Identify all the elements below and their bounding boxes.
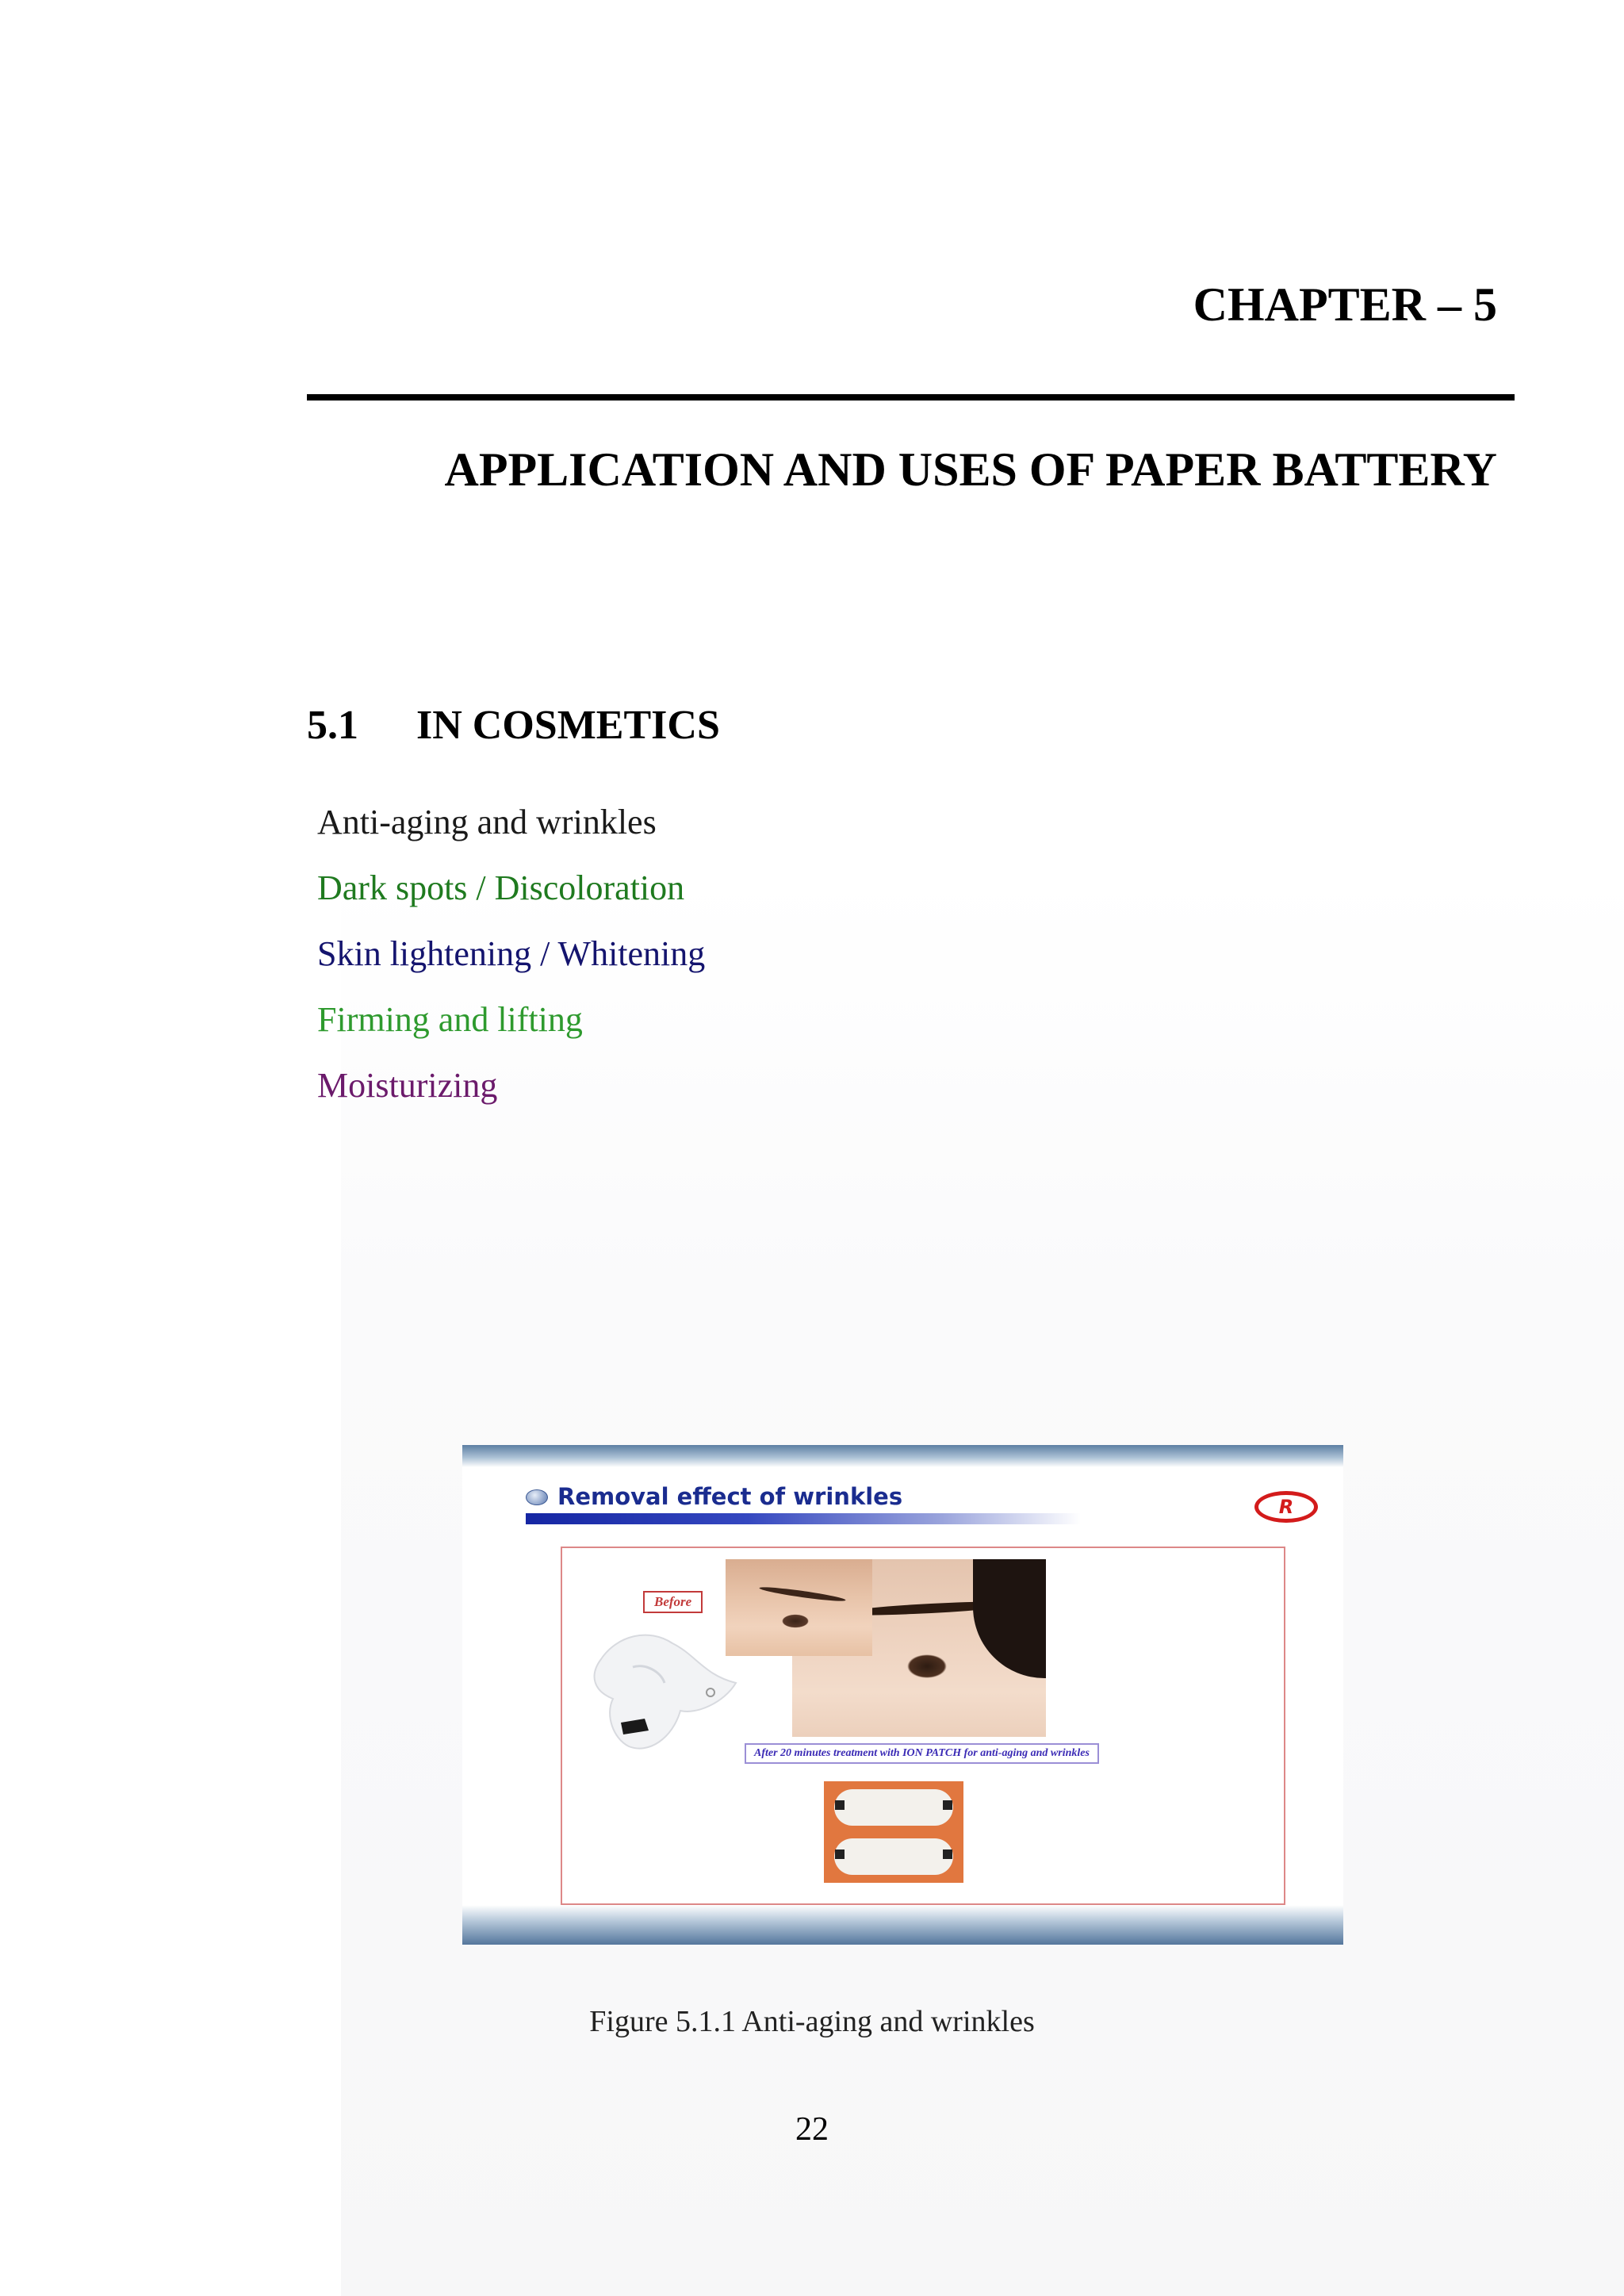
ion-patch-photo — [824, 1781, 963, 1883]
section-number: 5.1 — [307, 703, 358, 748]
company-logo: R — [1254, 1491, 1318, 1523]
patch-electrode — [943, 1800, 952, 1810]
patch-pad — [834, 1789, 953, 1826]
list-item: Dark spots / Discoloration — [317, 868, 685, 907]
list-item: Firming and lifting — [317, 1000, 583, 1039]
section-title: IN COSMETICS — [416, 703, 720, 748]
slide-top-band — [462, 1445, 1343, 1467]
patch-electrode — [835, 1849, 845, 1859]
figure-caption: Figure 5.1.1 Anti-aging and wrinkles — [589, 2005, 1035, 2038]
before-label: Before — [643, 1591, 703, 1613]
after-label: After 20 minutes treatment with ION PATCH for anti-aging and wrinkles — [745, 1743, 1099, 1764]
patch-electrode — [943, 1849, 952, 1859]
ion-patch-device-illustration — [585, 1627, 744, 1762]
list-item: Moisturizing — [317, 1066, 498, 1105]
chapter-title: APPLICATION AND USES OF PAPER BATTERY — [444, 443, 1497, 496]
section-heading — [307, 702, 720, 749]
eye-photo-before — [726, 1559, 872, 1656]
patch-electrode — [835, 1800, 845, 1810]
patch-pad — [834, 1838, 953, 1875]
chapter-label: CHAPTER – 5 — [1193, 278, 1497, 331]
chapter-divider — [307, 394, 1515, 401]
cosmetic-uses-list — [317, 799, 705, 1128]
page-number: 22 — [795, 2111, 829, 2148]
slide-title: Removal effect of wrinkles — [557, 1483, 903, 1510]
figure-image — [462, 1445, 1343, 1945]
list-item: Skin lightening / Whitening — [317, 934, 706, 973]
list-item: Anti-aging and wrinkles — [317, 803, 657, 841]
slide-title-underline — [526, 1513, 1081, 1524]
slide-bottom-band — [462, 1905, 1343, 1945]
